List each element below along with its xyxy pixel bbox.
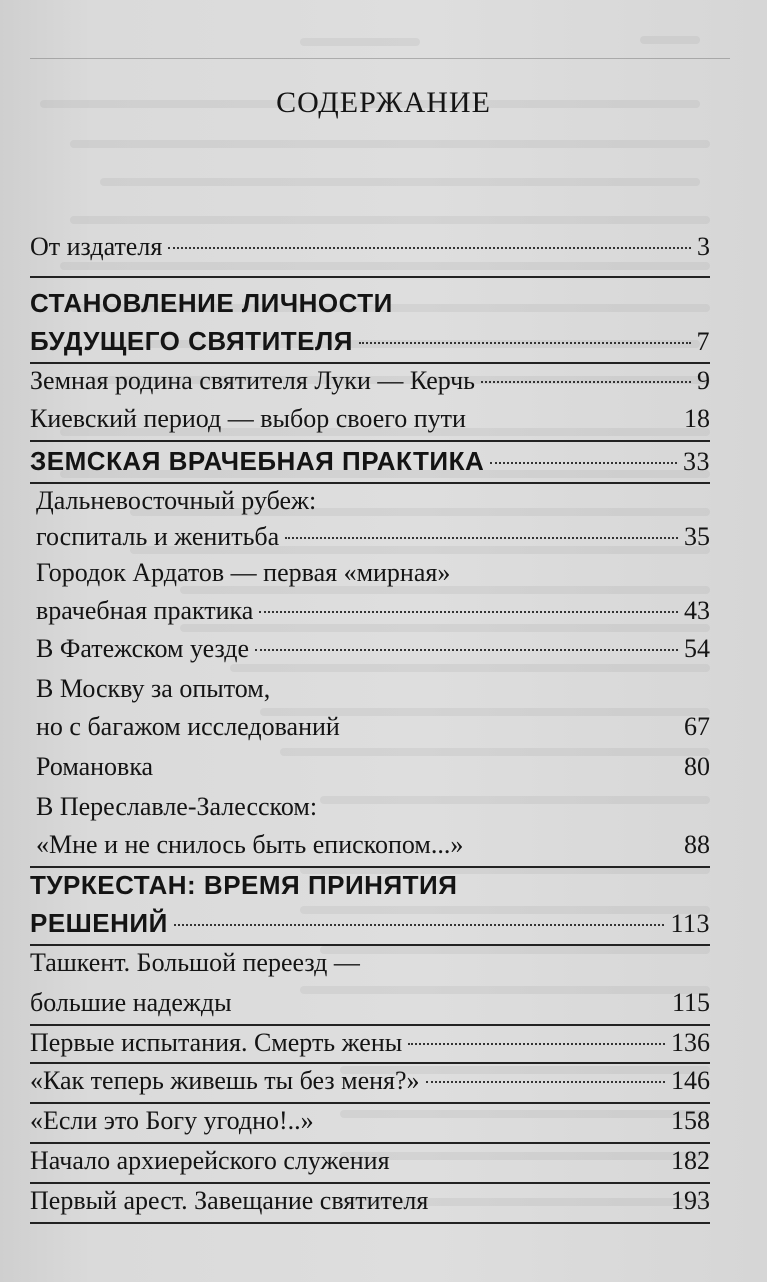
toc-entry-page: 113 xyxy=(670,909,710,938)
toc-leader-dots xyxy=(238,1003,666,1005)
section-divider xyxy=(30,1024,710,1026)
toc-section-heading[interactable] xyxy=(30,326,710,357)
toc-entry-title: Киевский период — выбор своего пути xyxy=(30,404,466,433)
toc-entry-page: 7 xyxy=(696,327,710,356)
toc-entry-title: ЗЕМСКАЯ ВРАЧЕБНАЯ ПРАКТИКА xyxy=(30,446,485,476)
section-divider xyxy=(30,944,710,946)
toc-entry-page: 146 xyxy=(671,1066,710,1095)
toc-entry-title: ТУРКЕСТАН: ВРЕМЯ ПРИНЯТИЯ xyxy=(30,870,458,900)
toc-entry-title: От издателя xyxy=(30,232,163,261)
toc-entry-page: 35 xyxy=(684,522,710,551)
toc-leader-dots xyxy=(255,649,678,651)
toc-leader-dots xyxy=(469,845,678,847)
toc-entry-title: Романовка xyxy=(36,752,154,781)
section-divider xyxy=(30,482,710,484)
toc-entry-page: 9 xyxy=(697,366,710,395)
toc-entry-title: Городок Ардатов — первая «мирная» xyxy=(36,558,451,587)
toc-entry-title: большие надежды xyxy=(30,988,232,1017)
toc-entry[interactable] xyxy=(30,404,710,434)
section-divider xyxy=(30,276,710,278)
section-divider xyxy=(30,1062,710,1064)
toc-entry[interactable] xyxy=(30,366,710,396)
toc-leader-dots xyxy=(174,924,665,926)
toc-entry-title: В Москву за опытом, xyxy=(36,674,271,703)
toc-entry-title: БУДУЩЕГО СВЯТИТЕЛЯ xyxy=(30,326,353,356)
toc-leader-dots xyxy=(481,381,691,383)
toc-entry-title: В Фатежском уезде xyxy=(36,634,250,663)
toc-entry[interactable] xyxy=(30,1146,710,1176)
toc-entry-page: 54 xyxy=(684,634,710,663)
toc-entry-page: 136 xyxy=(671,1028,710,1057)
toc-section-heading[interactable] xyxy=(30,288,710,318)
toc-entry-page: 67 xyxy=(684,712,710,741)
toc-entry-page: 193 xyxy=(671,1186,710,1215)
section-divider xyxy=(30,362,710,364)
toc-entry[interactable] xyxy=(36,596,710,626)
toc-entry[interactable] xyxy=(36,674,710,704)
toc-entry-title: СТАНОВЛЕНИЕ ЛИЧНОСТИ xyxy=(30,288,393,318)
toc-entry-title: «Если это Богу угодно!..» xyxy=(30,1106,314,1135)
toc-entry-title: Ташкент. Большой переезд — xyxy=(30,948,360,977)
toc-entry-page: 43 xyxy=(684,596,710,625)
toc-section-heading[interactable] xyxy=(30,870,710,900)
section-divider xyxy=(30,440,710,442)
toc-entry-title: Дальневосточный рубеж: xyxy=(36,486,317,515)
toc-leader-dots xyxy=(346,727,678,729)
toc-leader-dots xyxy=(359,342,691,344)
toc-section-heading[interactable] xyxy=(30,908,710,939)
section-divider xyxy=(30,1102,710,1104)
toc-entry-page: 3 xyxy=(697,232,710,261)
toc-leader-dots xyxy=(259,611,678,613)
toc-leader-dots xyxy=(168,247,691,249)
toc-leader-dots xyxy=(426,1081,665,1083)
toc-entry-title: «Мне и не снилось быть епископом...» xyxy=(36,830,464,859)
toc-entry[interactable] xyxy=(30,232,710,262)
toc-entry-page: 88 xyxy=(684,830,710,859)
toc-entry-title: врачебная практика xyxy=(36,596,254,625)
toc-entry[interactable] xyxy=(30,1028,710,1058)
toc-entry[interactable] xyxy=(30,1106,710,1136)
toc-entry[interactable] xyxy=(30,948,710,978)
toc-entry[interactable] xyxy=(36,634,710,664)
toc-entry[interactable] xyxy=(36,486,710,516)
page-title: СОДЕРЖАНИЕ xyxy=(276,86,491,119)
toc-leader-dots xyxy=(434,1201,665,1203)
toc-leader-dots xyxy=(472,419,678,421)
toc-entry-title: РЕШЕНИЙ xyxy=(30,908,168,938)
toc-entry-page: 80 xyxy=(684,752,710,781)
toc-entry[interactable] xyxy=(36,712,710,742)
toc-section-heading[interactable] xyxy=(30,446,710,477)
toc-entry-title: Первые испытания. Смерть жены xyxy=(30,1028,403,1057)
toc-entry[interactable] xyxy=(30,1066,710,1096)
toc-entry-title: Земная родина святителя Луки — Керчь xyxy=(30,366,476,395)
section-divider xyxy=(30,1182,710,1184)
toc-entry-page: 158 xyxy=(671,1106,710,1135)
toc-entry-title: В Переславле-Залесском: xyxy=(36,792,318,821)
section-divider xyxy=(30,866,710,868)
toc-entry[interactable] xyxy=(36,792,710,822)
section-divider xyxy=(30,1222,710,1224)
toc-leader-dots xyxy=(159,767,678,769)
toc-entry-page: 115 xyxy=(671,988,710,1017)
toc-entry-page: 18 xyxy=(684,404,710,433)
toc-entry[interactable] xyxy=(36,522,710,552)
toc-entry[interactable] xyxy=(30,988,710,1018)
toc-leader-dots xyxy=(396,1161,665,1163)
toc-entry[interactable] xyxy=(36,830,710,860)
toc-entry-title: но с багажом исследований xyxy=(36,712,340,741)
toc-entry[interactable] xyxy=(36,752,710,782)
toc-entry-title: «Как теперь живешь ты без меня?» xyxy=(30,1066,420,1095)
section-divider xyxy=(30,1142,710,1144)
toc-entry[interactable] xyxy=(36,558,710,588)
toc-leader-dots xyxy=(285,537,678,539)
toc-entry[interactable] xyxy=(30,1186,710,1216)
toc-entry-page: 33 xyxy=(683,447,710,476)
toc-entry-title: Начало архиерейского служения xyxy=(30,1146,390,1175)
toc-entry-title: Первый арест. Завещание святителя xyxy=(30,1186,429,1215)
toc-entry-title: госпиталь и женитьба xyxy=(36,522,280,551)
toc-entry-page: 182 xyxy=(671,1146,710,1175)
toc-leader-dots xyxy=(490,462,677,464)
toc-leader-dots xyxy=(408,1043,665,1045)
toc-leader-dots xyxy=(320,1121,665,1123)
